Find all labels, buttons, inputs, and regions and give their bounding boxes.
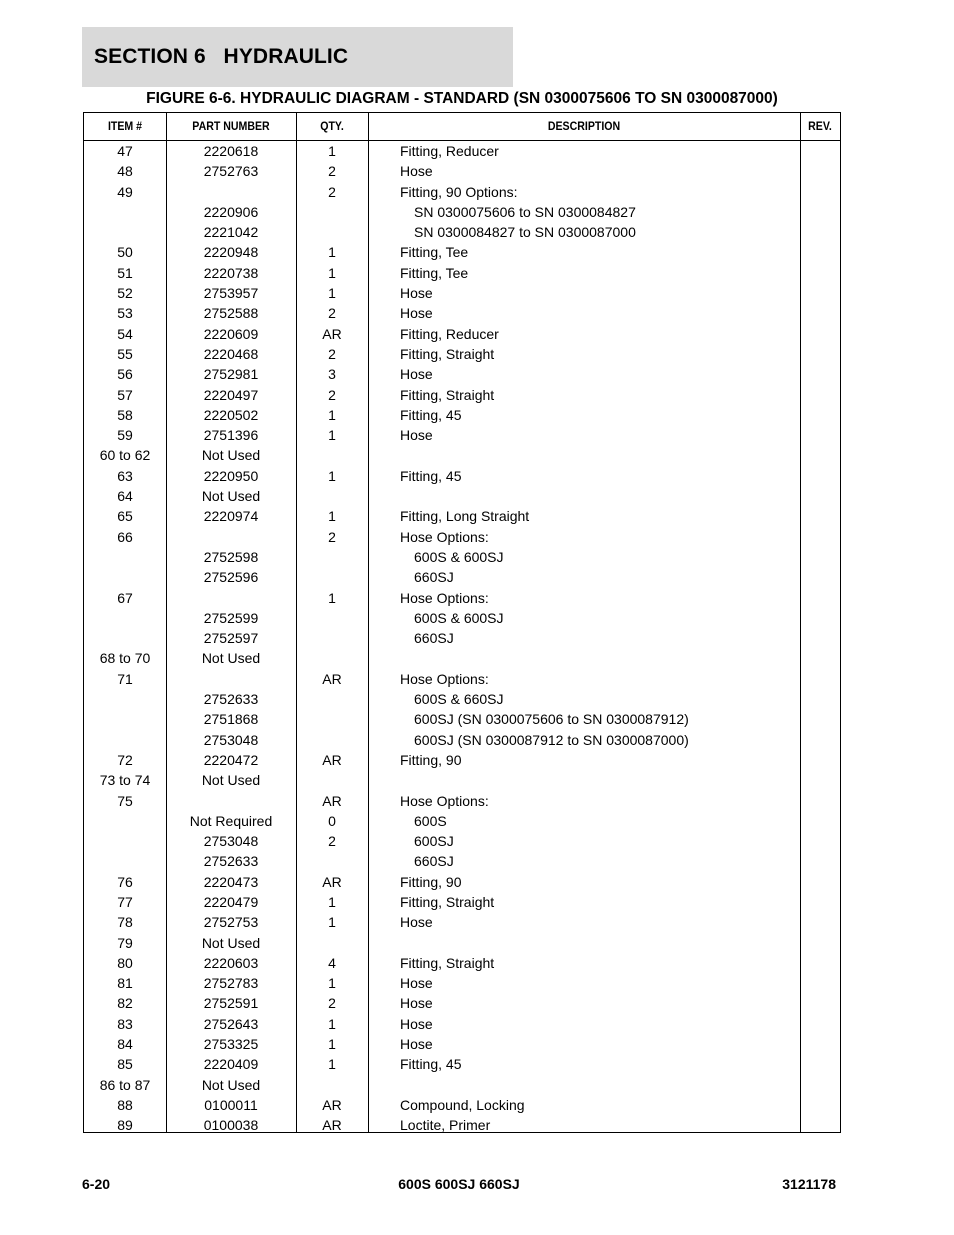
table-row	[84, 648, 840, 668]
table-row	[84, 385, 840, 405]
description-cell: Hose Options:	[400, 528, 489, 545]
qty-cell	[296, 608, 368, 628]
qty-cell: 2	[328, 833, 336, 850]
item-cell: 67	[117, 589, 133, 606]
table-row	[84, 263, 840, 283]
qty-cell	[296, 445, 368, 465]
qty-cell: 2	[328, 386, 336, 403]
description-cell: Fitting, 90	[400, 751, 462, 768]
table-row	[84, 222, 840, 242]
item-cell	[84, 851, 166, 871]
table-row	[84, 466, 840, 486]
item-cell	[84, 628, 166, 648]
qty-cell	[296, 202, 368, 222]
table-row	[84, 912, 840, 932]
qty-cell: 1	[328, 285, 336, 302]
table-row	[84, 141, 840, 161]
table-row	[84, 324, 840, 344]
description-cell: 660SJ	[414, 630, 454, 647]
description-cell: 600S & 600SJ	[414, 548, 504, 565]
qty-cell: 1	[328, 914, 336, 931]
part-number-cell: 2752596	[203, 569, 259, 586]
table-row	[84, 892, 840, 912]
table-row	[84, 588, 840, 608]
item-cell: 66	[117, 528, 133, 545]
item-cell: 72	[117, 751, 133, 768]
table-row	[84, 750, 840, 770]
description-cell: Hose	[400, 305, 433, 322]
qty-cell: 1	[328, 406, 336, 423]
part-number-cell: 2220473	[203, 873, 259, 890]
description-cell: 600SJ	[414, 833, 454, 850]
part-number-cell: 2220603	[203, 954, 259, 971]
table-row	[84, 242, 840, 262]
qty-cell: 2	[328, 163, 336, 180]
section-header	[82, 27, 513, 87]
table-row	[84, 445, 840, 465]
item-cell: 49	[117, 183, 133, 200]
part-number-cell: 0100038	[203, 1117, 259, 1134]
parts-table	[83, 112, 841, 1133]
item-cell: 65	[117, 508, 133, 525]
part-number-cell: 2221042	[203, 224, 259, 241]
part-number-cell: Not Required	[189, 812, 273, 829]
item-cell: 53	[117, 305, 133, 322]
table-row	[84, 161, 840, 181]
table-row	[84, 1034, 840, 1054]
part-number-cell: Not Used	[201, 772, 261, 789]
item-cell: 57	[117, 386, 133, 403]
qty-cell	[296, 648, 368, 668]
qty-cell	[296, 222, 368, 242]
item-cell: 73 to 74	[99, 772, 151, 789]
qty-cell	[296, 689, 368, 709]
qty-cell: 1	[328, 589, 336, 606]
table-row	[84, 993, 840, 1013]
item-cell: 78	[117, 914, 133, 931]
part-number-cell: Not Used	[201, 488, 261, 505]
description-cell: Hose	[400, 995, 433, 1012]
description-cell: Hose	[400, 1036, 433, 1053]
description-cell: Hose Options:	[400, 792, 489, 809]
item-cell	[84, 709, 166, 729]
part-number-cell	[166, 669, 296, 689]
part-number-cell: Not Used	[201, 934, 261, 951]
description-cell: Fitting, Straight	[400, 954, 495, 971]
description-cell: Hose Options:	[400, 589, 489, 606]
part-number-cell: 2220738	[203, 264, 259, 281]
table-row	[84, 973, 840, 993]
item-cell: 75	[117, 792, 133, 809]
item-cell: 71	[117, 670, 133, 687]
qty-cell: 2	[328, 345, 336, 362]
part-number-cell: 2220409	[203, 1056, 259, 1073]
table-row	[84, 953, 840, 973]
description-cell: Compound, Locking	[400, 1096, 525, 1113]
qty-cell: AR	[322, 670, 342, 687]
qty-cell: 0	[328, 812, 336, 829]
table-row	[84, 182, 840, 202]
table-row	[84, 283, 840, 303]
qty-cell: 1	[328, 975, 336, 992]
table-row	[84, 425, 840, 445]
part-number-cell: 2220950	[203, 467, 259, 484]
table-row	[84, 303, 840, 323]
qty-cell: 1	[328, 1015, 336, 1032]
document-number: 3121178	[782, 1176, 836, 1192]
description-cell: 600S	[414, 812, 447, 829]
qty-cell: 1	[328, 893, 336, 910]
description-cell: Fitting, Straight	[400, 893, 495, 910]
table-row	[84, 1014, 840, 1034]
table-row	[84, 791, 840, 811]
description-cell: SN 0300075606 to SN 0300084827	[414, 203, 636, 220]
table-row	[84, 547, 840, 567]
item-cell: 52	[117, 285, 133, 302]
description-cell: Fitting, 45	[400, 406, 462, 423]
qty-cell: 1	[328, 1036, 336, 1053]
qty-cell: 1	[328, 427, 336, 444]
item-cell: 59	[117, 427, 133, 444]
part-number-cell: 2752597	[203, 630, 259, 647]
item-cell: 56	[117, 366, 133, 383]
description-cell: Fitting, 45	[400, 1056, 462, 1073]
part-number-cell: 2752588	[203, 305, 259, 322]
part-number-cell: Not Used	[201, 650, 261, 667]
description-cell: Hose	[400, 427, 433, 444]
table-row	[84, 202, 840, 222]
item-cell	[84, 730, 166, 750]
part-number-cell: 2752643	[203, 1015, 259, 1032]
table-row	[84, 506, 840, 526]
item-cell: 76	[117, 873, 133, 890]
table-row	[84, 608, 840, 628]
description-cell: 600SJ (SN 0300087912 to SN 0300087000)	[414, 731, 689, 748]
part-number-cell: 2220906	[203, 203, 259, 220]
item-cell: 81	[117, 975, 133, 992]
part-number-cell: 2220948	[203, 244, 259, 261]
column-header-qty: QTY.	[320, 120, 344, 133]
part-number-cell	[166, 588, 296, 608]
qty-cell: 1	[328, 467, 336, 484]
qty-cell	[296, 770, 368, 790]
table-row	[84, 1054, 840, 1074]
figure-title: FIGURE 6-6. HYDRAULIC DIAGRAM - STANDARD (SN 0300075606 TO SN 0300087000)	[146, 90, 778, 107]
qty-cell	[296, 628, 368, 648]
table-row	[84, 689, 840, 709]
description-cell: Fitting, 45	[400, 467, 462, 484]
item-cell	[84, 567, 166, 587]
table-row	[84, 831, 840, 851]
qty-cell: 1	[328, 244, 336, 261]
item-cell: 84	[117, 1036, 133, 1053]
item-cell: 51	[117, 264, 133, 281]
item-cell	[84, 222, 166, 242]
table-row	[84, 730, 840, 750]
qty-cell: AR	[322, 1117, 342, 1134]
column-header-item: ITEM #	[107, 120, 143, 133]
description-cell: Hose	[400, 285, 433, 302]
table-row	[84, 1095, 840, 1115]
table-row	[84, 486, 840, 506]
table-row	[84, 872, 840, 892]
qty-cell: 3	[328, 366, 336, 383]
table-row	[84, 1075, 840, 1095]
part-number-cell: 2752633	[203, 853, 259, 870]
part-number-cell: 2752753	[203, 914, 259, 931]
qty-cell	[296, 567, 368, 587]
part-number-cell: 2220974	[203, 508, 259, 525]
description-cell: Hose Options:	[400, 670, 489, 687]
description-cell: Fitting, Straight	[400, 345, 495, 362]
item-cell	[84, 547, 166, 567]
item-cell	[84, 608, 166, 628]
item-cell: 58	[117, 406, 133, 423]
part-number-cell: 2751868	[203, 711, 259, 728]
part-number-cell: 2220472	[203, 751, 259, 768]
part-number-cell: 2751396	[203, 427, 259, 444]
table-row	[84, 364, 840, 384]
description-cell: Hose	[400, 163, 433, 180]
description-cell: Fitting, Tee	[400, 264, 469, 281]
qty-cell: AR	[322, 751, 342, 768]
description-cell: Hose	[400, 914, 433, 931]
item-cell: 64	[117, 488, 133, 505]
qty-cell: 1	[328, 1056, 336, 1073]
item-cell: 63	[117, 467, 133, 484]
qty-cell	[296, 709, 368, 729]
qty-cell	[296, 933, 368, 953]
part-number-cell: 2220502	[203, 406, 259, 423]
table-row	[84, 567, 840, 587]
description-cell: 600SJ (SN 0300075606 to SN 0300087912)	[414, 711, 689, 728]
item-cell: 80	[117, 954, 133, 971]
qty-cell	[296, 547, 368, 567]
part-number-cell: 2753048	[203, 833, 259, 850]
table-row	[84, 811, 840, 831]
part-number-cell: 2752763	[203, 163, 259, 180]
item-cell	[84, 831, 166, 851]
part-number-cell: 2752598	[203, 548, 259, 565]
item-cell	[84, 689, 166, 709]
description-cell: Fitting, 90	[400, 873, 462, 890]
qty-cell: 2	[328, 995, 336, 1012]
part-number-cell	[166, 182, 296, 202]
qty-cell: AR	[322, 325, 342, 342]
part-number-cell: 2752633	[203, 691, 259, 708]
qty-cell	[296, 851, 368, 871]
table-row	[84, 527, 840, 547]
part-number-cell: 2752783	[203, 975, 259, 992]
table-row	[84, 628, 840, 648]
part-number-cell: 2220468	[203, 345, 259, 362]
description-cell: Fitting, Reducer	[400, 325, 499, 342]
column-header-part-number: PART NUMBER	[192, 120, 270, 133]
item-cell: 88	[117, 1096, 133, 1113]
part-number-cell	[166, 527, 296, 547]
part-number-cell: 2753325	[203, 1036, 259, 1053]
description-cell: Fitting, Reducer	[400, 143, 499, 159]
qty-cell	[296, 1075, 368, 1095]
part-number-cell: Not Used	[201, 1076, 261, 1093]
description-cell: 600S & 600SJ	[414, 609, 504, 626]
table-row	[84, 933, 840, 953]
description-cell: Hose	[400, 366, 433, 383]
part-number-cell: 2753957	[203, 285, 259, 302]
qty-cell: AR	[322, 792, 342, 809]
description-cell: Fitting, Straight	[400, 386, 495, 403]
qty-cell: 4	[328, 954, 336, 971]
item-cell: 77	[117, 893, 133, 910]
item-cell: 86 to 87	[99, 1076, 151, 1093]
table-body	[84, 141, 840, 1136]
part-number-cell: 0100011	[204, 1096, 258, 1113]
item-cell: 82	[117, 995, 133, 1012]
table-row	[84, 405, 840, 425]
qty-cell: 1	[328, 508, 336, 525]
item-cell: 79	[117, 934, 133, 951]
column-header-rev: REV.	[808, 120, 832, 133]
page-footer	[82, 1176, 836, 1196]
item-cell: 54	[117, 325, 133, 342]
part-number-cell: 2752599	[203, 609, 259, 626]
part-number-cell: 2752981	[203, 366, 259, 383]
footer-models: 600S 600SJ 660SJ	[398, 1176, 520, 1192]
item-cell: 50	[117, 244, 133, 261]
qty-cell	[296, 730, 368, 750]
section-title: SECTION 6 HYDRAULIC	[94, 45, 349, 68]
item-cell: 55	[117, 345, 133, 362]
description-cell: 600S & 660SJ	[414, 691, 504, 708]
part-number-cell: 2220479	[203, 893, 259, 910]
part-number-cell: 2220497	[203, 386, 259, 403]
qty-cell: AR	[322, 873, 342, 890]
item-cell: 83	[117, 1015, 133, 1032]
qty-cell: AR	[322, 1096, 342, 1113]
item-cell	[84, 811, 166, 831]
part-number-cell: 2220609	[203, 325, 259, 342]
description-cell: Fitting, Long Straight	[400, 508, 530, 525]
qty-cell: 2	[328, 183, 336, 200]
description-cell: Loctite, Primer	[400, 1117, 491, 1134]
item-cell: 85	[117, 1056, 133, 1073]
description-cell: Hose	[400, 975, 433, 992]
part-number-cell: Not Used	[201, 447, 261, 464]
description-cell: Hose	[400, 1015, 433, 1032]
item-cell: 47	[117, 143, 133, 159]
table-row	[84, 770, 840, 790]
table-row	[84, 669, 840, 689]
description-cell: Fitting, 90 Options:	[400, 183, 518, 200]
part-number-cell	[166, 791, 296, 811]
item-cell	[84, 202, 166, 222]
description-cell: SN 0300084827 to SN 0300087000	[414, 224, 636, 241]
qty-cell	[296, 486, 368, 506]
qty-cell: 2	[328, 528, 336, 545]
page-number: 6-20	[82, 1176, 111, 1192]
part-number-cell: 2752591	[203, 995, 259, 1012]
table-row	[84, 709, 840, 729]
item-cell: 68 to 70	[99, 650, 151, 667]
description-cell: 660SJ	[414, 853, 454, 870]
description-cell: 660SJ	[414, 569, 454, 586]
part-number-cell: 2220618	[203, 143, 259, 159]
table-row	[84, 344, 840, 364]
description-cell: Fitting, Tee	[400, 244, 469, 261]
item-cell: 60 to 62	[99, 447, 151, 464]
column-header-description: DESCRIPTION	[547, 120, 621, 133]
table-row	[84, 851, 840, 871]
item-cell: 48	[117, 163, 133, 180]
table-row	[84, 1115, 840, 1135]
qty-cell: 2	[328, 305, 336, 322]
qty-cell: 1	[328, 143, 336, 159]
item-cell: 89	[117, 1117, 133, 1134]
qty-cell: 1	[328, 264, 336, 281]
part-number-cell: 2753048	[203, 731, 259, 748]
